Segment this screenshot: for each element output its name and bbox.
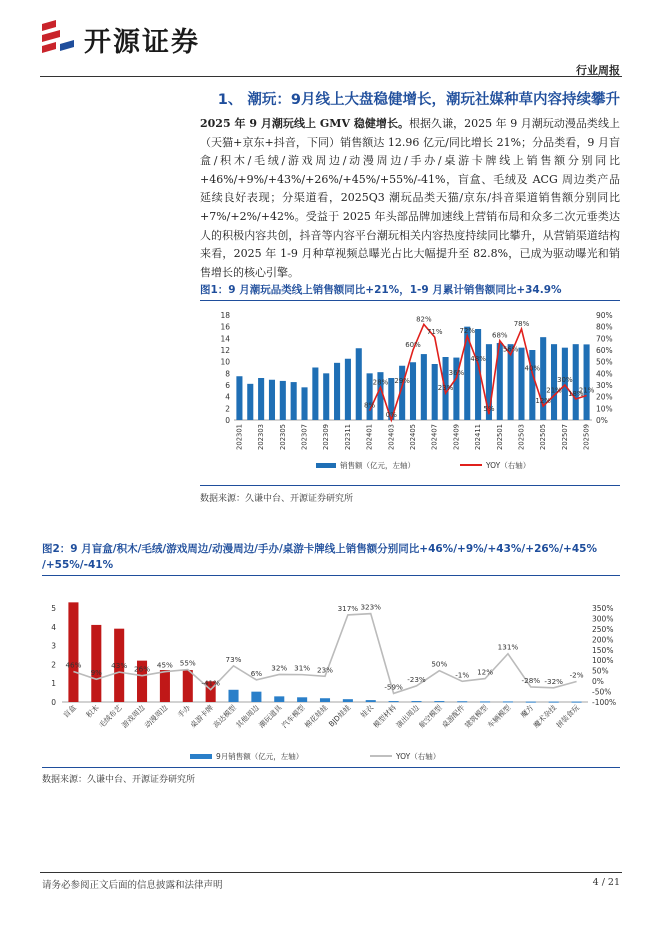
right-axis-tick-label: 300% xyxy=(592,614,614,624)
yoy-data-label: 8% xyxy=(364,401,376,410)
yoy-data-label: 29% xyxy=(394,377,410,386)
right-axis-tick-label: 20% xyxy=(596,392,613,402)
sales-bar xyxy=(297,697,307,702)
yoy-data-label: -28% xyxy=(521,675,541,685)
x-axis-tick-label: 202409 xyxy=(452,424,461,450)
x-axis-category-label: BJD娃娃 xyxy=(326,703,353,729)
body-lead: 2025 年 9 月潮玩线上 GMV 稳健增长。 xyxy=(200,117,409,130)
x-axis-tick-label: 202505 xyxy=(539,424,548,450)
sales-bar xyxy=(526,702,536,703)
figure2-chart xyxy=(40,578,622,766)
x-axis-category-label: 演出周边 xyxy=(394,703,421,730)
sales-bar xyxy=(280,381,286,420)
sales-bar xyxy=(457,701,467,702)
x-axis-tick-label: 202405 xyxy=(409,424,418,450)
right-axis-tick-label: 90% xyxy=(596,311,613,320)
x-axis-category-label: 高达模型 xyxy=(211,703,238,730)
yoy-data-label: 18% xyxy=(567,390,584,398)
figure2-title-line2: /+55%/-41% xyxy=(42,559,114,571)
doc-type-label: 行业周报 xyxy=(576,64,620,77)
x-axis-category-label: 潮玩道具 xyxy=(256,703,284,730)
sales-bar xyxy=(540,337,546,420)
yoy-data-label: 40% xyxy=(524,364,541,373)
x-axis-tick-label: 202305 xyxy=(278,424,287,450)
yoy-data-label: 78% xyxy=(513,320,530,328)
yoy-data-label: 50% xyxy=(431,659,448,669)
right-axis-tick-label: -50% xyxy=(592,687,612,697)
sales-bar xyxy=(480,701,490,702)
sales-bar xyxy=(160,670,170,702)
sales-bar xyxy=(343,699,353,702)
figure2-title-line1: 图2：9 月盲盒/积木/毛绒/游戏周边/动漫周边/手办/桌游卡牌线上销售额分别同比+46%/+9%/+43%/+26%/+45% xyxy=(42,543,597,555)
left-axis-tick-label: 12 xyxy=(220,346,230,355)
yoy-data-label: 60% xyxy=(405,341,421,349)
left-axis-tick-label: 5 xyxy=(51,604,56,613)
left-axis-tick-label: 3 xyxy=(51,641,56,651)
x-axis-category-label: 积木 xyxy=(84,703,101,720)
right-axis-tick-label: 150% xyxy=(592,645,614,655)
x-axis-tick-label: 202303 xyxy=(257,424,266,450)
right-axis-tick-label: 200% xyxy=(592,635,614,645)
left-axis-tick-label: 0 xyxy=(225,416,230,425)
sales-bar xyxy=(274,696,284,702)
yoy-data-label: -41% xyxy=(201,678,220,688)
yoy-data-label: 68% xyxy=(492,331,508,340)
yoy-data-label: -32% xyxy=(544,676,563,686)
x-axis-category-label: 毛绒布艺 xyxy=(96,703,124,730)
right-axis-tick-label: 40% xyxy=(596,369,613,379)
yoy-data-label: 31% xyxy=(294,663,311,673)
x-axis-category-label: 车辆模型 xyxy=(485,703,513,730)
right-axis-tick-label: 0% xyxy=(592,677,604,687)
sales-bar xyxy=(389,701,399,702)
x-axis-category-label: 盲盒 xyxy=(61,703,78,720)
yoy-data-label: 48% xyxy=(470,355,486,363)
yoy-data-label: 55% xyxy=(179,658,196,668)
x-axis-tick-label: 202401 xyxy=(365,424,374,450)
sales-bar xyxy=(301,387,307,420)
x-axis-category-label: 拼装食玩 xyxy=(554,703,581,730)
sales-bar xyxy=(323,373,329,420)
left-axis-tick-label: 4 xyxy=(51,622,56,632)
left-axis-tick-label: 16 xyxy=(220,322,230,332)
right-axis-tick-label: 10% xyxy=(596,404,613,414)
figure1-title: 图1：9 月潮玩品类线上销售额同比+21%，1-9 月累计销售额同比+34.9% xyxy=(200,284,562,296)
x-axis-tick-label: 202307 xyxy=(300,424,309,450)
sales-bar xyxy=(68,602,78,702)
yoy-data-label: 21% xyxy=(578,386,595,395)
sales-bar xyxy=(421,354,427,420)
sales-bar xyxy=(320,698,330,702)
sales-bar xyxy=(410,362,416,420)
logo-text: 开源证券 xyxy=(84,27,200,58)
figure1-chart xyxy=(198,303,628,483)
yoy-data-label: 12% xyxy=(477,667,494,677)
page-number: 4 / 21 xyxy=(592,877,620,888)
yoy-line xyxy=(73,614,576,694)
left-axis-tick-label: 18 xyxy=(220,311,230,320)
x-axis-category-label: 棉花娃娃 xyxy=(302,703,330,730)
x-axis-category-label: 魔术杂技 xyxy=(531,703,559,730)
right-axis-tick-label: 350% xyxy=(592,604,614,613)
yoy-data-label: -2% xyxy=(569,670,584,680)
figure2-title xyxy=(42,541,622,573)
yoy-data-label: 131% xyxy=(497,642,519,652)
yoy-data-label: 23% xyxy=(437,384,454,393)
x-axis-category-label: 其他周边 xyxy=(234,703,261,730)
yoy-data-label: 6% xyxy=(250,668,263,678)
section-title: 1、 潮玩：9月线上大盘稳健增长，潮玩社媒种草内容持续攀升 xyxy=(217,92,620,108)
sales-bar xyxy=(434,701,444,702)
legend-bar-label: 9月销售额（亿元，左轴） xyxy=(216,752,304,761)
body-paragraph xyxy=(200,115,620,282)
left-axis-tick-label: 8 xyxy=(225,369,230,379)
right-axis-tick-label: 30% xyxy=(596,381,613,390)
yoy-data-label: 28% xyxy=(372,378,389,387)
legend-line-label: YOY（右轴） xyxy=(396,752,441,761)
x-axis-category-label: 手办 xyxy=(175,703,193,720)
yoy-data-label: 26% xyxy=(134,664,151,674)
x-axis-category-label: 航空模型 xyxy=(417,703,444,730)
x-axis-category-label: 建筑模型 xyxy=(462,703,490,730)
legend-line-label: YOY（右轴） xyxy=(486,461,531,470)
sales-bar xyxy=(251,692,261,702)
sales-bar xyxy=(312,368,318,421)
sales-bar xyxy=(269,380,275,420)
footer-divider xyxy=(40,872,622,873)
left-axis-tick-label: 10 xyxy=(220,357,230,367)
x-axis-tick-label: 202301 xyxy=(235,424,244,450)
left-axis-tick-label: 4 xyxy=(225,392,230,402)
figure2-title-rule xyxy=(42,575,620,576)
legend-bar-swatch xyxy=(316,463,336,468)
x-axis-tick-label: 202309 xyxy=(322,424,331,450)
yoy-data-label: 23% xyxy=(317,665,333,675)
right-axis-tick-label: 70% xyxy=(596,334,613,344)
yoy-data-label: 12% xyxy=(535,397,551,405)
right-axis-tick-label: -100% xyxy=(592,698,617,707)
x-axis-category-label: 桌游卡牌 xyxy=(188,703,216,730)
legend-bar-label: 销售额（亿元，左轴） xyxy=(340,461,415,470)
yoy-data-label: 5% xyxy=(483,405,495,414)
x-axis-tick-label: 202503 xyxy=(517,424,526,450)
right-axis-tick-label: 250% xyxy=(592,624,614,634)
sales-bar xyxy=(183,670,193,702)
yoy-data-label: 56% xyxy=(502,345,519,354)
sales-bar xyxy=(572,702,582,703)
yoy-data-label: 30% xyxy=(557,376,573,384)
x-axis-tick-label: 202507 xyxy=(560,424,569,450)
header-divider xyxy=(40,76,622,77)
sales-bar xyxy=(345,359,351,420)
left-axis-tick-label: 14 xyxy=(220,334,230,344)
yoy-data-label: 32% xyxy=(271,663,288,673)
sales-bar xyxy=(247,384,253,420)
x-axis-tick-label: 202501 xyxy=(495,424,504,450)
figure2-bottom-rule xyxy=(42,767,620,768)
right-axis-tick-label: 50% xyxy=(596,357,613,367)
sales-bar xyxy=(91,625,101,702)
yoy-data-label: 45% xyxy=(156,660,173,670)
yoy-data-label: 36% xyxy=(448,369,465,377)
sales-bar xyxy=(529,350,535,420)
x-axis-category-label: 游戏周边 xyxy=(119,703,147,730)
left-axis-tick-label: 0 xyxy=(51,698,56,707)
yoy-data-label: 46% xyxy=(65,660,82,670)
yoy-data-label: 71% xyxy=(426,328,443,337)
sales-bar xyxy=(228,690,238,702)
yoy-data-label: 0% xyxy=(385,411,397,419)
yoy-data-label: -23% xyxy=(407,674,426,684)
right-axis-tick-label: 100% xyxy=(592,656,614,666)
yoy-data-label: 317% xyxy=(337,603,359,613)
body-text: 根据久谦，2025 年 9 月潮玩动漫品类线上（天猫+京东+抖音，下同）销售额达 12.96 亿元/同比增长 21%；分品类看，9 月盲盒/积木/毛绒/游戏周边/动漫周边/手办/桌游卡牌线上销售额分别同比+46%/+9%/+43%/+26%/+45%/+55%/-41%，盲盒、毛绒及 ACG 周边类产品延续良好表现；分渠道看，2025Q3 潮玩品类天猫/京东/抖音渠道销售额分别同比+7%/+2%/+42%。受益于 2025 年头部品牌加速线上营销布局和众多二次元垂类达人的积极内容共创，抖音等内容平台潮玩相关内容热度持续同比攀升，从营销渠道结构来看，2025 年 1-9 月种草视频总曝光占比大幅提升至 82.8%，已成为驱动曝光和销售增长的核心引擎。 xyxy=(200,117,620,279)
left-axis-tick-label: 2 xyxy=(225,404,230,414)
right-axis-tick-label: 50% xyxy=(592,666,609,676)
left-axis-tick-label: 1 xyxy=(51,679,56,689)
x-axis-category-label: 汽车模型 xyxy=(279,703,307,730)
yoy-data-label: 323% xyxy=(360,602,382,612)
logo-icon xyxy=(38,18,78,58)
yoy-data-label: 73% xyxy=(225,654,242,664)
x-axis-tick-label: 202403 xyxy=(387,424,396,450)
right-axis-tick-label: 80% xyxy=(596,322,613,332)
x-axis-category-label: 模型材料 xyxy=(371,703,399,730)
x-axis-category-label: 魔方 xyxy=(518,703,536,720)
yoy-data-label: 9% xyxy=(90,668,103,678)
x-axis-category-label: 桌游配件 xyxy=(439,703,467,730)
x-axis-tick-label: 202411 xyxy=(474,424,483,450)
sales-bar xyxy=(366,700,376,702)
sales-bar xyxy=(334,363,340,420)
yoy-data-label: 82% xyxy=(416,315,432,324)
figure1-bottom-rule xyxy=(200,485,620,486)
x-axis-category-label: 动漫周边 xyxy=(142,703,170,730)
sales-bar xyxy=(503,701,513,702)
yoy-data-label: 43% xyxy=(111,661,128,671)
figure2-source: 数据来源：久谦中台、开源证券研究所 xyxy=(42,775,196,785)
sales-bar xyxy=(584,344,590,420)
sales-bar xyxy=(518,348,524,420)
sales-bar xyxy=(236,376,242,420)
right-axis-tick-label: 0% xyxy=(596,416,608,425)
figure1-title-rule xyxy=(200,300,620,301)
yoy-data-label: 72% xyxy=(459,327,476,335)
x-axis-tick-label: 202311 xyxy=(343,424,352,450)
left-axis-tick-label: 6 xyxy=(225,381,230,390)
sales-bar xyxy=(356,348,362,420)
figure1-source: 数据来源：久谦中台、开源证券研究所 xyxy=(200,494,354,504)
sales-bar xyxy=(258,378,264,420)
x-axis-category-label: 娃衣 xyxy=(358,703,376,720)
right-axis-tick-label: 60% xyxy=(596,346,613,355)
left-axis-tick-label: 2 xyxy=(51,660,56,670)
footer-disclaimer: 请务必参阅正文后面的信息披露和法律声明 xyxy=(42,880,223,891)
sales-bar xyxy=(549,702,559,703)
sales-bar xyxy=(411,701,421,702)
x-axis-tick-label: 202407 xyxy=(430,424,439,450)
sales-bar xyxy=(291,382,297,420)
yoy-data-label: 21% xyxy=(546,386,562,395)
yoy-data-label: -1% xyxy=(455,670,470,680)
yoy-data-label: -59% xyxy=(384,682,403,692)
x-axis-tick-label: 202509 xyxy=(582,424,591,450)
legend-bar-swatch xyxy=(190,754,212,759)
sales-bar xyxy=(573,344,579,420)
